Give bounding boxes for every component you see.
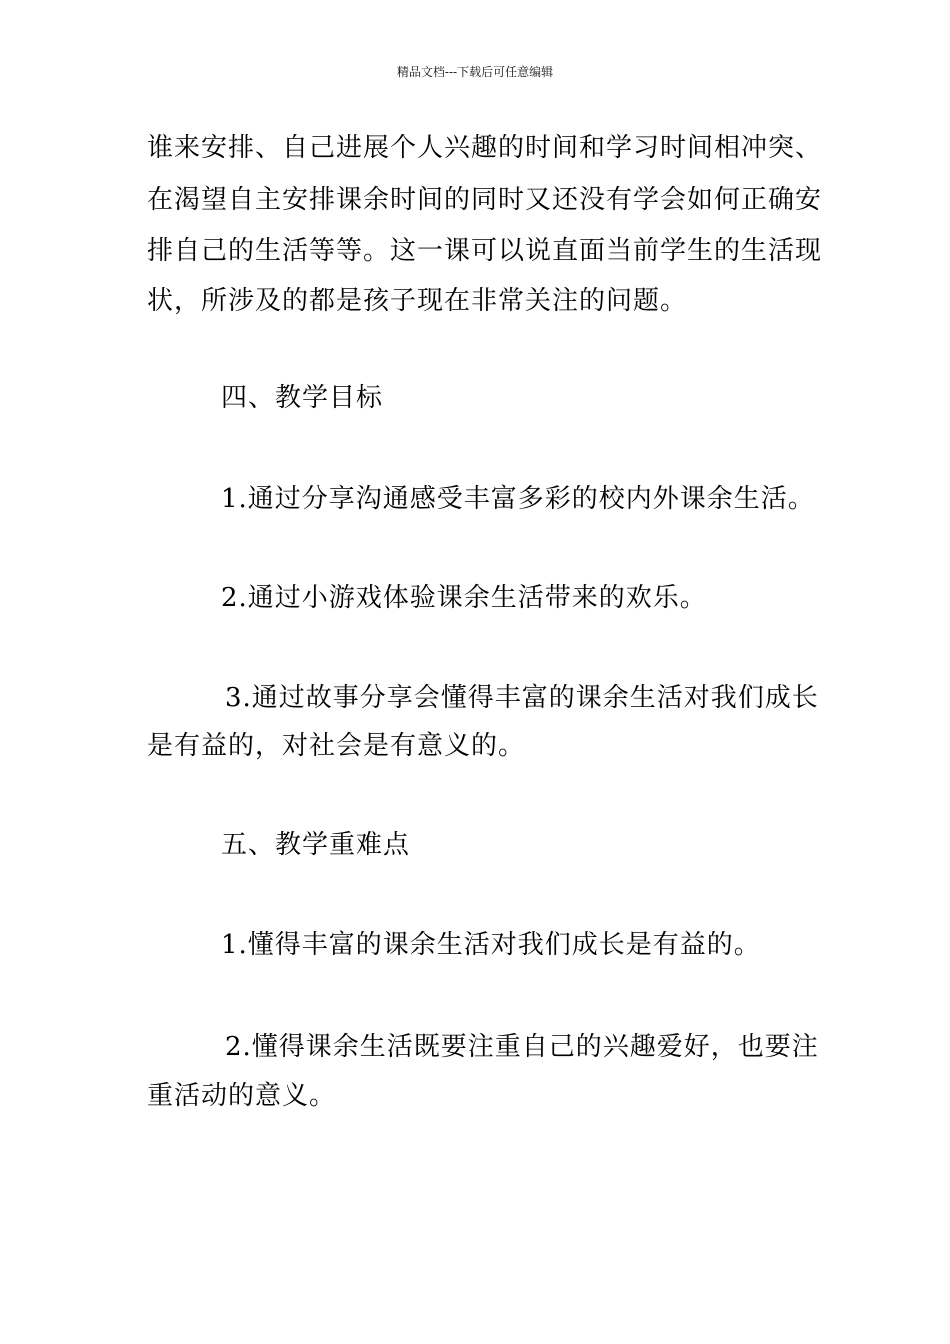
section-heading-key-points: 五、教学重难点 bbox=[221, 830, 411, 860]
objective-item: 2.通过小游戏体验课余生活带来的欢乐。 bbox=[221, 583, 707, 613]
paragraph-line: 谁来安排、自己进展个人兴趣的时间和学习时间相冲突、 bbox=[147, 133, 823, 163]
objective-item: 3.通过故事分享会懂得丰富的课余生活对我们成长 bbox=[225, 683, 819, 713]
section-heading-objectives: 四、教学目标 bbox=[221, 383, 384, 413]
paragraph-line: 排自己的生活等等。这一课可以说直面当前学生的生活现 bbox=[147, 236, 823, 266]
objective-item: 1.通过分享沟通感受丰富多彩的校内外课余生活。 bbox=[221, 484, 815, 514]
page-header: 精品文档---下载后可任意编辑 bbox=[396, 65, 554, 79]
paragraph-line: 在渴望自主安排课余时间的同时又还没有学会如何正确安 bbox=[147, 185, 823, 215]
key-point-item: 2.懂得课余生活既要注重自己的兴趣爱好，也要注 bbox=[225, 1032, 819, 1062]
key-point-item: 1.懂得丰富的课余生活对我们成长是有益的。 bbox=[221, 930, 761, 960]
objective-item-continuation: 是有益的，对社会是有意义的。 bbox=[147, 731, 526, 761]
key-point-item-continuation: 重活动的意义。 bbox=[147, 1081, 337, 1111]
paragraph-line: 状，所涉及的都是孩子现在非常关注的问题。 bbox=[147, 286, 688, 316]
